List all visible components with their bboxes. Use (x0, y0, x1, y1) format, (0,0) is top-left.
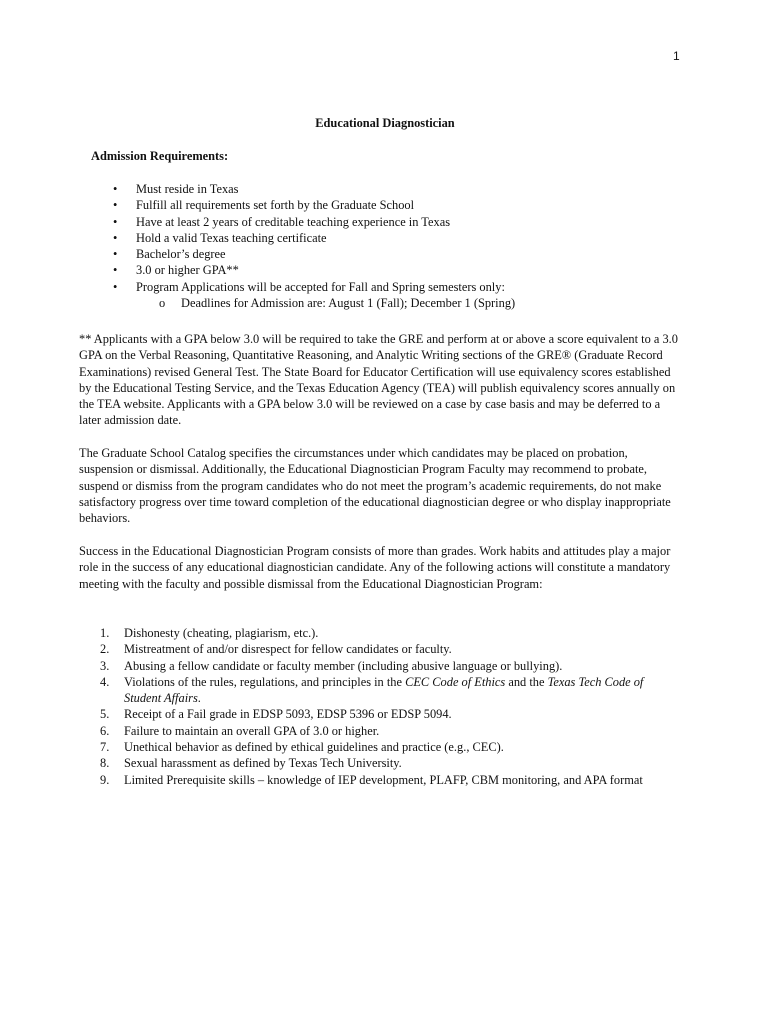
list-number: 5. (100, 707, 110, 722)
list-number: 8. (100, 756, 110, 771)
list-item-text-part: Violations of the rules, regulations, and principles in the (124, 674, 406, 689)
deadlines-text: Deadlines for Admission are: August 1 (Fall); December 1 (Spring) (181, 296, 516, 311)
list-item (0, 279, 770, 295)
list-item-text: Limited Prerequisite skills – knowledge of IEP development, PLAFP, CBM monitoring, and APA format (124, 772, 643, 787)
list-number: 3. (100, 658, 110, 673)
page-number: 1 (673, 49, 680, 63)
admission-requirements-heading: Admission Requirements: (91, 149, 229, 163)
bullet-icon: • (113, 230, 118, 245)
list-item (0, 262, 770, 278)
bullet-icon: • (113, 182, 118, 196)
list-item-text: Failure to maintain an overall GPA of 3.0 or higher. (124, 723, 380, 738)
list-number: 7. (100, 740, 110, 755)
list-item-text: Unethical behavior as defined by ethical guidelines and practice (e.g., CEC). (124, 740, 504, 755)
bullet-icon: • (113, 214, 118, 229)
list-item-text: Fulfill all requirements set forth by the Graduate School (136, 198, 415, 213)
list-item-text: Receipt of a Fail grade in EDSP 5093, EDSP 5396 or EDSP 5094. (124, 707, 452, 722)
list-number: 6. (100, 723, 110, 738)
list-item-text-part: . (197, 691, 201, 706)
bullet-icon: • (113, 198, 118, 213)
dismissal-actions-list (0, 625, 770, 788)
success-paragraph: Success in the Educational Diagnostician Program consists of more than grades. Work habits and attitudes play a major role in the success of any educational diagnostician candidate. Any of the following actions will constitute a mandatory meeting with the faculty and possible dismissal from the Educational Diagnostician Program: (79, 544, 671, 591)
list-item-text: Have at least 2 years of creditable teaching experience in Texas (136, 214, 451, 229)
list-item (0, 658, 770, 674)
list-item-text: Must reside in Texas (136, 182, 239, 196)
list-item-text: Hold a valid Texas teaching certificate (136, 230, 327, 245)
list-number: 1. (100, 626, 110, 640)
list-item (0, 197, 770, 213)
bullet-icon: • (113, 263, 118, 278)
texas-tech-code-of-student-affairs: Texas Tech Code of Student Affairs (124, 674, 644, 706)
list-number: 2. (100, 642, 110, 657)
list-item (0, 739, 770, 755)
list-item (0, 625, 770, 641)
list-item (0, 772, 770, 788)
list-number: 9. (100, 772, 110, 787)
list-item (0, 641, 770, 657)
list-item-text: 3.0 or higher GPA** (136, 263, 239, 278)
list-item-text: Program Applications will be accepted for Fall and Spring semesters only: (136, 279, 505, 294)
gpa-note-paragraph: ** Applicants with a GPA below 3.0 will be required to take the GRE and perform at or above a score equivalent to a 3.0 GPA on the Verbal Reasoning, Quantitative Reasoning, and Analytic Writing sections of the GRE® (Graduate Record Examinations) revised General Test. The State Board for Educator Certification will use equivalency scores established by the Educational Testing Service, and the Texas Education Agency (TEA) will publish equivalency scores annually on the TEA website. Applicants with a GPA below 3.0 will be reviewed on a case by case basis and may be deferred to a later admission date. (79, 332, 678, 428)
list-item (0, 674, 770, 707)
sub-bullet-icon: o (159, 296, 166, 311)
catalog-paragraph: The Graduate School Catalog specifies the circumstances under which candidates may be placed on probation, suspension or dismissal. Additionally, the Educational Diagnostician Program Faculty may recommend to probate, suspend or dismiss from the program candidates who do not meet the program’s academic requirements, do not make satisfactory progress over time toward completion of the educational diagnostician degree or who display inappropriate behaviors. (79, 446, 671, 526)
list-item (0, 723, 770, 739)
list-item-text: Dishonesty (cheating, plagiarism, etc.). (124, 626, 319, 640)
admission-requirements-list (0, 181, 770, 311)
list-number: 4. (100, 674, 110, 689)
list-item-text: Bachelor’s degree (136, 247, 226, 262)
list-item (0, 230, 770, 246)
page-title: Educational Diagnostician (315, 116, 455, 130)
bullet-icon: • (113, 279, 118, 294)
cec-code-of-ethics: CEC Code of Ethics (405, 674, 506, 689)
list-item-text (124, 674, 669, 707)
list-item (0, 181, 770, 197)
list-item-text: Sexual harassment as defined by Texas Tech University. (124, 756, 402, 771)
bullet-icon: • (113, 247, 118, 262)
list-item (0, 214, 770, 230)
list-item (0, 706, 770, 722)
list-item (0, 755, 770, 771)
list-item-text: Mistreatment of and/or disrespect for fellow candidates or faculty. (124, 642, 452, 657)
list-item-text: Abusing a fellow candidate or faculty member (including abusive language or bullying). (124, 658, 563, 673)
list-item-text-part: and the (505, 674, 548, 689)
sub-list-item (0, 295, 770, 311)
list-item (0, 246, 770, 262)
